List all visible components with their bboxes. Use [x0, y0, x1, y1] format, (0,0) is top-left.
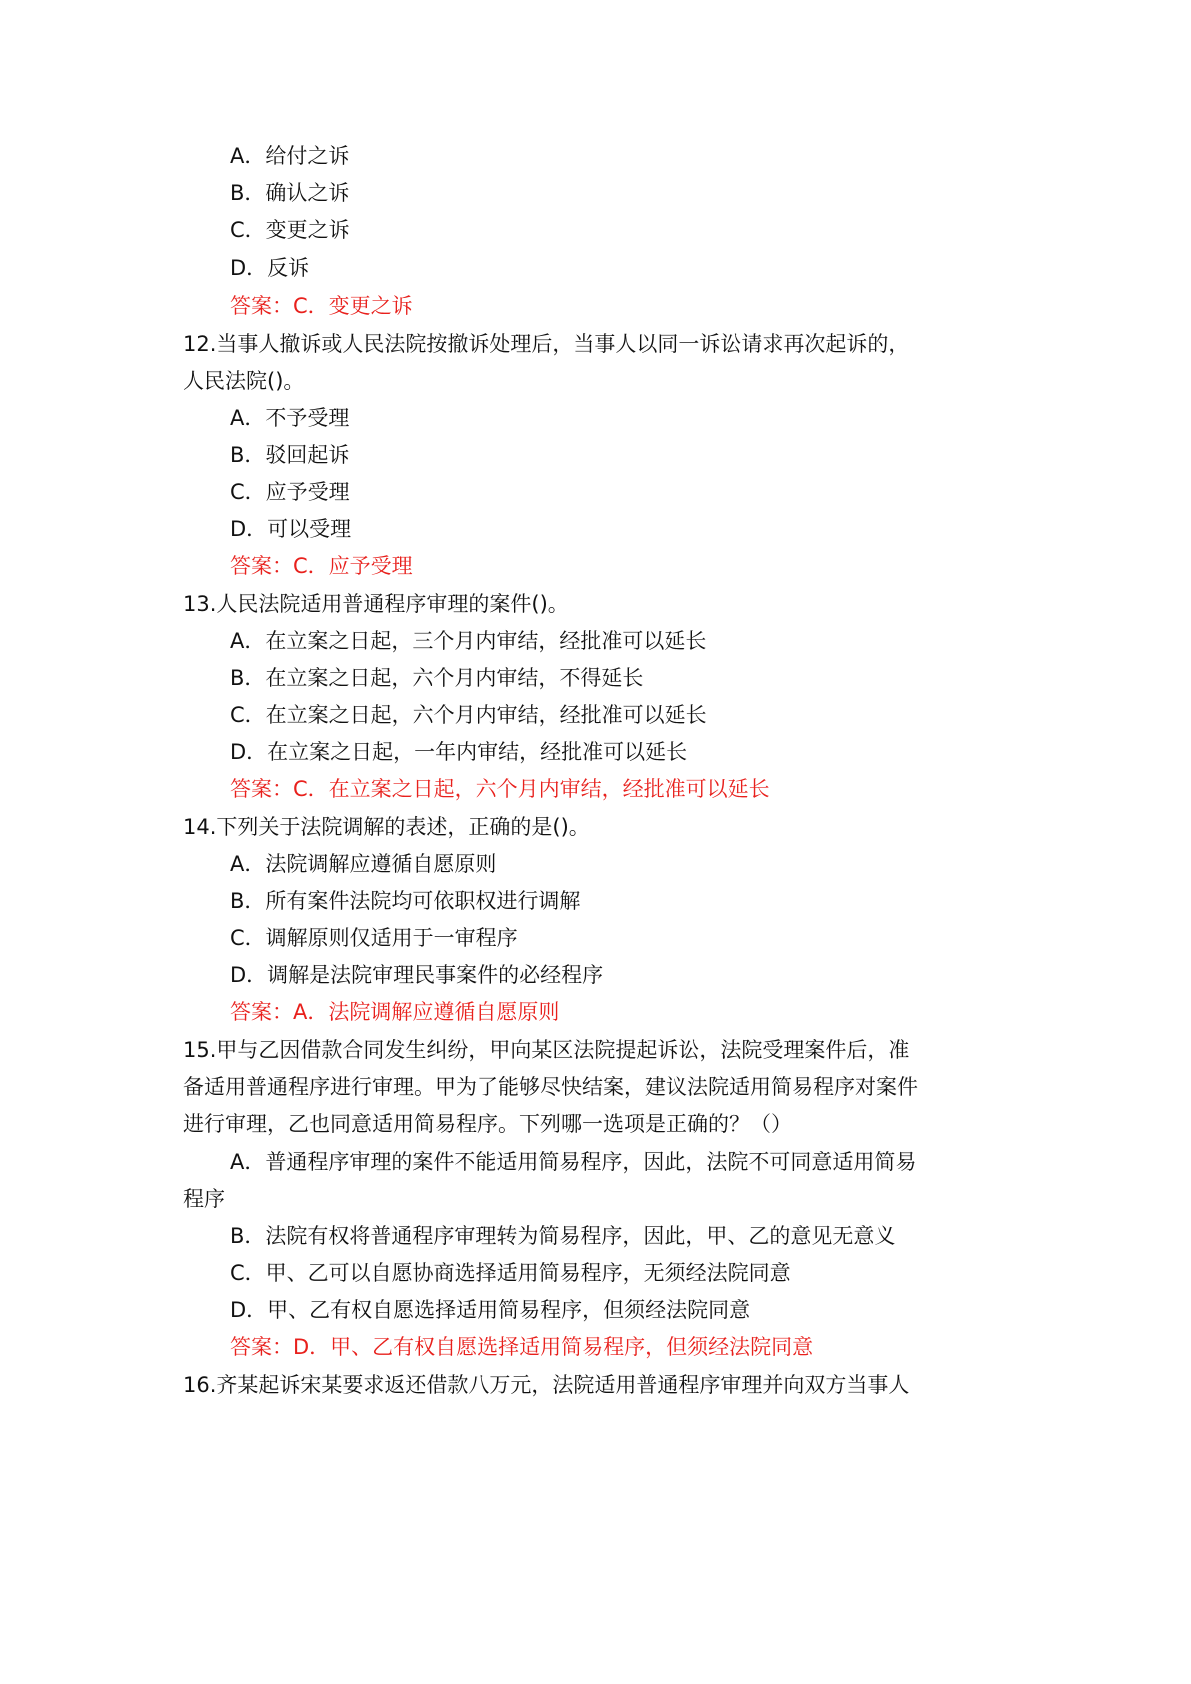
q11-option-d: D．反诉	[230, 256, 310, 280]
q12-text-line1: 12.当事人撤诉或人民法院按撤诉处理后，当事人以同一诉讼请求再次起诉的，	[183, 332, 910, 356]
q14-option-b: B．所有案件法院均可依职权进行调解	[230, 889, 581, 913]
q12-option-c: C．应予受理	[230, 480, 350, 504]
q14-option-c: C．调解原则仅适用于一审程序	[230, 926, 518, 950]
q13-option-b: B．在立案之日起，六个月内审结，不得延长	[230, 666, 644, 690]
q11-option-c: C．变更之诉	[230, 218, 350, 242]
q15-option-d: D．甲、乙有权自愿选择适用简易程序，但须经法院同意	[230, 1298, 751, 1322]
q14-option-d: D．调解是法院审理民事案件的必经程序	[230, 963, 604, 987]
q15-option-a-line1: A．普通程序审理的案件不能适用简易程序，因此，法院不可同意适用简易	[230, 1150, 917, 1174]
q12-answer: 答案：C．应予受理	[230, 554, 413, 578]
q15-option-a-line2: 程序	[183, 1187, 225, 1211]
q12-option-b: B．驳回起诉	[230, 443, 350, 467]
q12-option-d: D．可以受理	[230, 517, 352, 541]
q13-option-a: A．在立案之日起，三个月内审结，经批准可以延长	[230, 629, 707, 653]
q14-option-a: A．法院调解应遵循自愿原则	[230, 852, 497, 876]
q14-answer: 答案：A．法院调解应遵循自愿原则	[230, 1000, 560, 1024]
q16-text-line1: 16.齐某起诉宋某要求返还借款八万元，法院适用普通程序审理并向双方当事人	[183, 1373, 910, 1397]
q11-option-b: B．确认之诉	[230, 181, 350, 205]
q13-option-c: C．在立案之日起，六个月内审结，经批准可以延长	[230, 703, 707, 727]
q14-text: 14.下列关于法院调解的表述，正确的是()。	[183, 815, 590, 839]
q12-option-a: A．不予受理	[230, 406, 350, 430]
q15-option-c: C．甲、乙可以自愿协商选择适用简易程序，无须经法院同意	[230, 1261, 791, 1285]
q15-text-line3: 进行审理，乙也同意适用简易程序。下列哪一选项是正确的？（）	[183, 1112, 792, 1136]
q13-answer: 答案：C．在立案之日起，六个月内审结，经批准可以延长	[230, 777, 770, 801]
q15-answer: 答案：D．甲、乙有权自愿选择适用简易程序，但须经法院同意	[230, 1335, 814, 1359]
q11-option-a: A．给付之诉	[230, 144, 350, 168]
q15-text-line1: 15.甲与乙因借款合同发生纠纷，甲向某区法院提起诉讼，法院受理案件后，准	[183, 1038, 910, 1062]
q15-option-b: B．法院有权将普通程序审理转为简易程序，因此，甲、乙的意见无意义	[230, 1224, 896, 1248]
q15-text-line2: 备适用普通程序进行审理。甲为了能够尽快结案，建议法院适用简易程序对案件	[183, 1075, 918, 1099]
q13-option-d: D．在立案之日起，一年内审结，经批准可以延长	[230, 740, 688, 764]
q11-answer: 答案：C．变更之诉	[230, 294, 413, 318]
q13-text: 13.人民法院适用普通程序审理的案件()。	[183, 592, 569, 616]
q12-text-line2: 人民法院()。	[183, 369, 305, 393]
